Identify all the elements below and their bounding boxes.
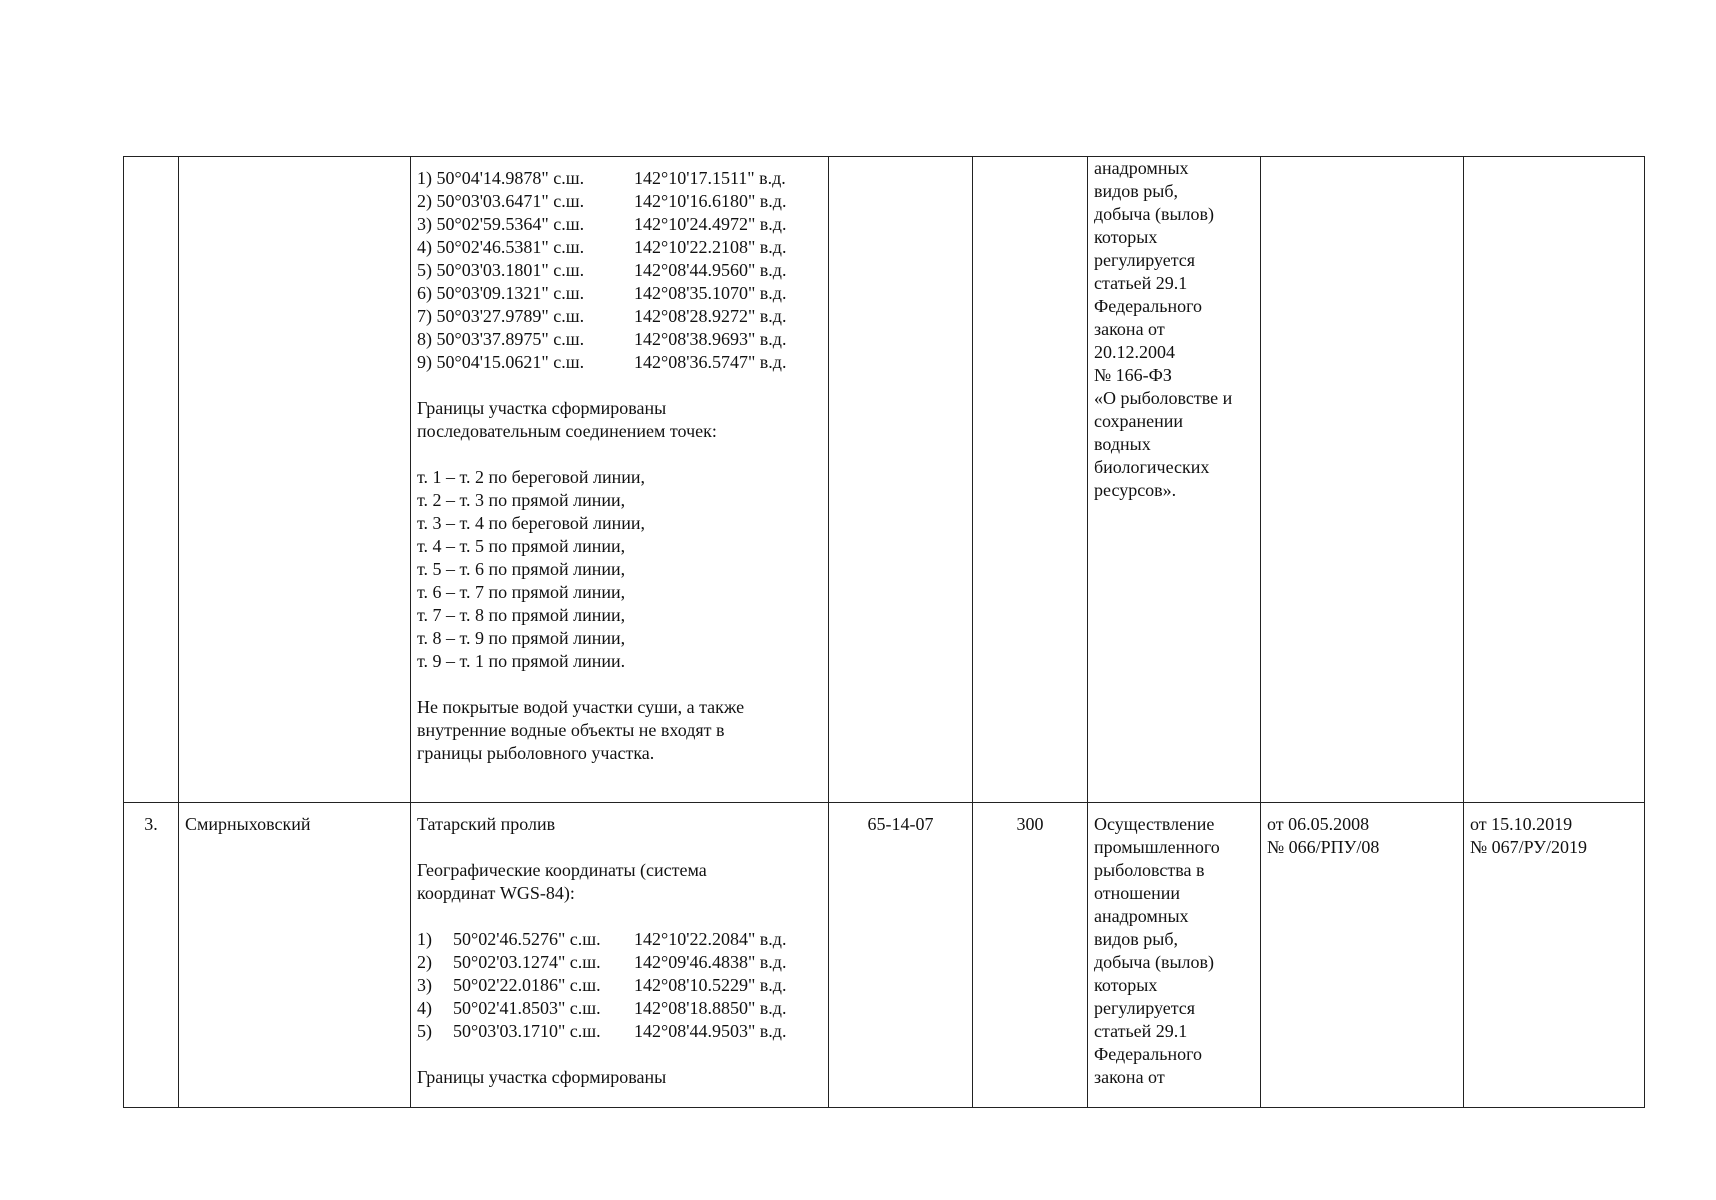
boundary-intro: Границы участка сформированы bbox=[417, 1067, 667, 1087]
purpose-line: которых bbox=[1094, 975, 1158, 995]
fishing-areas-table bbox=[123, 156, 1645, 1108]
purpose-line: добыча (вылов) bbox=[1094, 952, 1215, 972]
purpose-line: видов рыб, bbox=[1094, 181, 1179, 201]
point-number: 4) bbox=[417, 998, 432, 1018]
latitude: 6) 50°03'09.1321" с.ш. bbox=[417, 283, 585, 303]
cell-number bbox=[124, 803, 179, 1108]
longitude: 142°09'46.4838" в.д. bbox=[634, 952, 787, 972]
point-number: 3) bbox=[417, 975, 432, 995]
coord-system-line: Географические координаты (система bbox=[417, 860, 707, 880]
purpose-text bbox=[1094, 157, 1254, 502]
purpose-line: регулируется bbox=[1094, 998, 1196, 1018]
coordinate-point bbox=[417, 282, 822, 305]
latitude: 3) 50°02'59.5364" с.ш. bbox=[417, 214, 585, 234]
longitude: 142°10'17.1511" в.д. bbox=[634, 168, 786, 188]
table-row bbox=[124, 157, 1645, 803]
note-line: Не покрытые водой участки суши, а также bbox=[417, 697, 745, 717]
longitude: 142°10'24.4972" в.д. bbox=[634, 214, 787, 234]
longitude: 142°08'28.9272" в.д. bbox=[634, 306, 787, 326]
boundary-intro bbox=[417, 397, 822, 443]
cell-code bbox=[829, 803, 973, 1108]
coordinate-point bbox=[417, 167, 822, 190]
purpose-line: Федерального bbox=[1094, 1044, 1203, 1064]
coordinate-list bbox=[417, 167, 822, 374]
boundary-intro-line: Границы участка сформированы bbox=[417, 398, 667, 418]
purpose-line: 20.12.2004 bbox=[1094, 342, 1175, 362]
order-line: от 15.10.2019 bbox=[1470, 814, 1573, 834]
coordinate-point bbox=[417, 997, 822, 1020]
coordinate-point bbox=[417, 351, 822, 374]
coord-system bbox=[417, 859, 822, 905]
cell-number bbox=[124, 157, 179, 803]
coordinate-point bbox=[417, 190, 822, 213]
purpose-line: которых bbox=[1094, 227, 1158, 247]
note-line: внутренние водные объекты не входят в bbox=[417, 720, 725, 740]
segment-item: т. 9 – т. 1 по прямой линии. bbox=[417, 651, 626, 671]
decision-line: от 06.05.2008 bbox=[1267, 814, 1370, 834]
purpose-line: сохранении bbox=[1094, 411, 1184, 431]
coordinate-point bbox=[417, 328, 822, 351]
longitude: 142°10'22.2084" в.д. bbox=[634, 929, 787, 949]
cell-name bbox=[179, 157, 411, 803]
table-row bbox=[124, 803, 1645, 1108]
coordinate-point bbox=[417, 1020, 822, 1043]
water-body: Татарский пролив bbox=[417, 814, 556, 834]
coordinate-point bbox=[417, 236, 822, 259]
purpose-text bbox=[1094, 813, 1254, 1089]
coord-system-line: координат WGS-84): bbox=[417, 883, 575, 903]
longitude: 142°08'44.9560" в.д. bbox=[634, 260, 787, 280]
point-number: 1) bbox=[417, 929, 432, 949]
purpose-line: Федерального bbox=[1094, 296, 1203, 316]
latitude: 7) 50°03'27.9789" с.ш. bbox=[417, 306, 585, 326]
cell-area bbox=[973, 803, 1088, 1108]
decision-line: № 066/РПУ/08 bbox=[1267, 837, 1380, 857]
coordinate-point bbox=[417, 259, 822, 282]
longitude: 142°10'16.6180" в.д. bbox=[634, 191, 787, 211]
purpose-line: промышленного bbox=[1094, 837, 1220, 857]
purpose-line: отношении bbox=[1094, 883, 1181, 903]
cell-boundaries bbox=[411, 803, 829, 1108]
purpose-line: ресурсов». bbox=[1094, 480, 1177, 500]
coordinate-point bbox=[417, 974, 822, 997]
segment-item: т. 1 – т. 2 по береговой линии, bbox=[417, 467, 646, 487]
longitude: 142°08'35.1070" в.д. bbox=[634, 283, 787, 303]
cell-order bbox=[1464, 803, 1645, 1108]
coordinate-point bbox=[417, 928, 822, 951]
purpose-line: № 166-ФЗ bbox=[1094, 365, 1172, 385]
purpose-line: закона от bbox=[1094, 1067, 1165, 1087]
boundary-intro-line: последовательным соединением точек: bbox=[417, 421, 717, 441]
latitude: 50°02'22.0186" с.ш. bbox=[453, 975, 601, 995]
cell-name bbox=[179, 803, 411, 1108]
latitude: 1) 50°04'14.9878" с.ш. bbox=[417, 168, 585, 188]
latitude: 4) 50°02'46.5381" с.ш. bbox=[417, 237, 585, 257]
segment-list bbox=[417, 466, 822, 673]
cell-order bbox=[1464, 157, 1645, 803]
purpose-line: водных bbox=[1094, 434, 1151, 454]
cell-decision bbox=[1261, 803, 1464, 1108]
purpose-line: Осуществление bbox=[1094, 814, 1215, 834]
boundary-note bbox=[417, 696, 822, 765]
coordinate-point bbox=[417, 305, 822, 328]
decision-text bbox=[1267, 813, 1457, 859]
segment-item: т. 2 – т. 3 по прямой линии, bbox=[417, 490, 626, 510]
segment-item: т. 6 – т. 7 по прямой линии, bbox=[417, 582, 626, 602]
longitude: 142°08'44.9503" в.д. bbox=[634, 1021, 787, 1041]
latitude: 50°03'03.1710" с.ш. bbox=[453, 1021, 601, 1041]
purpose-line: биологических bbox=[1094, 457, 1210, 477]
purpose-line: видов рыб, bbox=[1094, 929, 1179, 949]
latitude: 50°02'41.8503" с.ш. bbox=[453, 998, 601, 1018]
order-line: № 067/РУ/2019 bbox=[1470, 837, 1587, 857]
segment-item: т. 5 – т. 6 по прямой линии, bbox=[417, 559, 626, 579]
longitude: 142°08'10.5229" в.д. bbox=[634, 975, 787, 995]
coordinate-list bbox=[417, 928, 822, 1043]
area-code: 65-14-07 bbox=[867, 814, 934, 834]
purpose-line: статьей 29.1 bbox=[1094, 1021, 1188, 1041]
cell-purpose bbox=[1088, 157, 1261, 803]
purpose-line: регулируется bbox=[1094, 250, 1196, 270]
segment-item: т. 3 – т. 4 по береговой линии, bbox=[417, 513, 646, 533]
segment-item: т. 4 – т. 5 по прямой линии, bbox=[417, 536, 626, 556]
point-number: 5) bbox=[417, 1021, 432, 1041]
cell-purpose bbox=[1088, 803, 1261, 1108]
latitude: 5) 50°03'03.1801" с.ш. bbox=[417, 260, 585, 280]
longitude: 142°08'18.8850" в.д. bbox=[634, 998, 787, 1018]
purpose-line: анадромных bbox=[1094, 906, 1189, 926]
longitude: 142°08'38.9693" в.д. bbox=[634, 329, 787, 349]
cell-code bbox=[829, 157, 973, 803]
latitude: 2) 50°03'03.6471" с.ш. bbox=[417, 191, 585, 211]
purpose-line: рыболовства в bbox=[1094, 860, 1205, 880]
note-line: границы рыболовного участка. bbox=[417, 743, 655, 763]
latitude: 50°02'46.5276" с.ш. bbox=[453, 929, 601, 949]
latitude: 50°02'03.1274" с.ш. bbox=[453, 952, 601, 972]
cell-boundaries bbox=[411, 157, 829, 803]
longitude: 142°08'36.5747" в.д. bbox=[634, 352, 787, 372]
purpose-line: статьей 29.1 bbox=[1094, 273, 1188, 293]
cell-area bbox=[973, 157, 1088, 803]
document-table-sheet bbox=[123, 156, 1644, 1107]
coordinate-point bbox=[417, 213, 822, 236]
area-name: Смирныховский bbox=[185, 814, 311, 834]
point-number: 2) bbox=[417, 952, 432, 972]
purpose-line: анадромных bbox=[1094, 158, 1189, 178]
segment-item: т. 8 – т. 9 по прямой линии, bbox=[417, 628, 626, 648]
row-number: 3. bbox=[144, 814, 158, 834]
order-text bbox=[1470, 813, 1638, 859]
purpose-line: закона от bbox=[1094, 319, 1165, 339]
purpose-line: «О рыболовстве и bbox=[1094, 388, 1233, 408]
longitude: 142°10'22.2108" в.д. bbox=[634, 237, 787, 257]
cell-decision bbox=[1261, 157, 1464, 803]
segment-item: т. 7 – т. 8 по прямой линии, bbox=[417, 605, 626, 625]
latitude: 9) 50°04'15.0621" с.ш. bbox=[417, 352, 585, 372]
latitude: 8) 50°03'37.8975" с.ш. bbox=[417, 329, 585, 349]
coordinate-point bbox=[417, 951, 822, 974]
purpose-line: добыча (вылов) bbox=[1094, 204, 1215, 224]
area-size: 300 bbox=[1016, 814, 1044, 834]
